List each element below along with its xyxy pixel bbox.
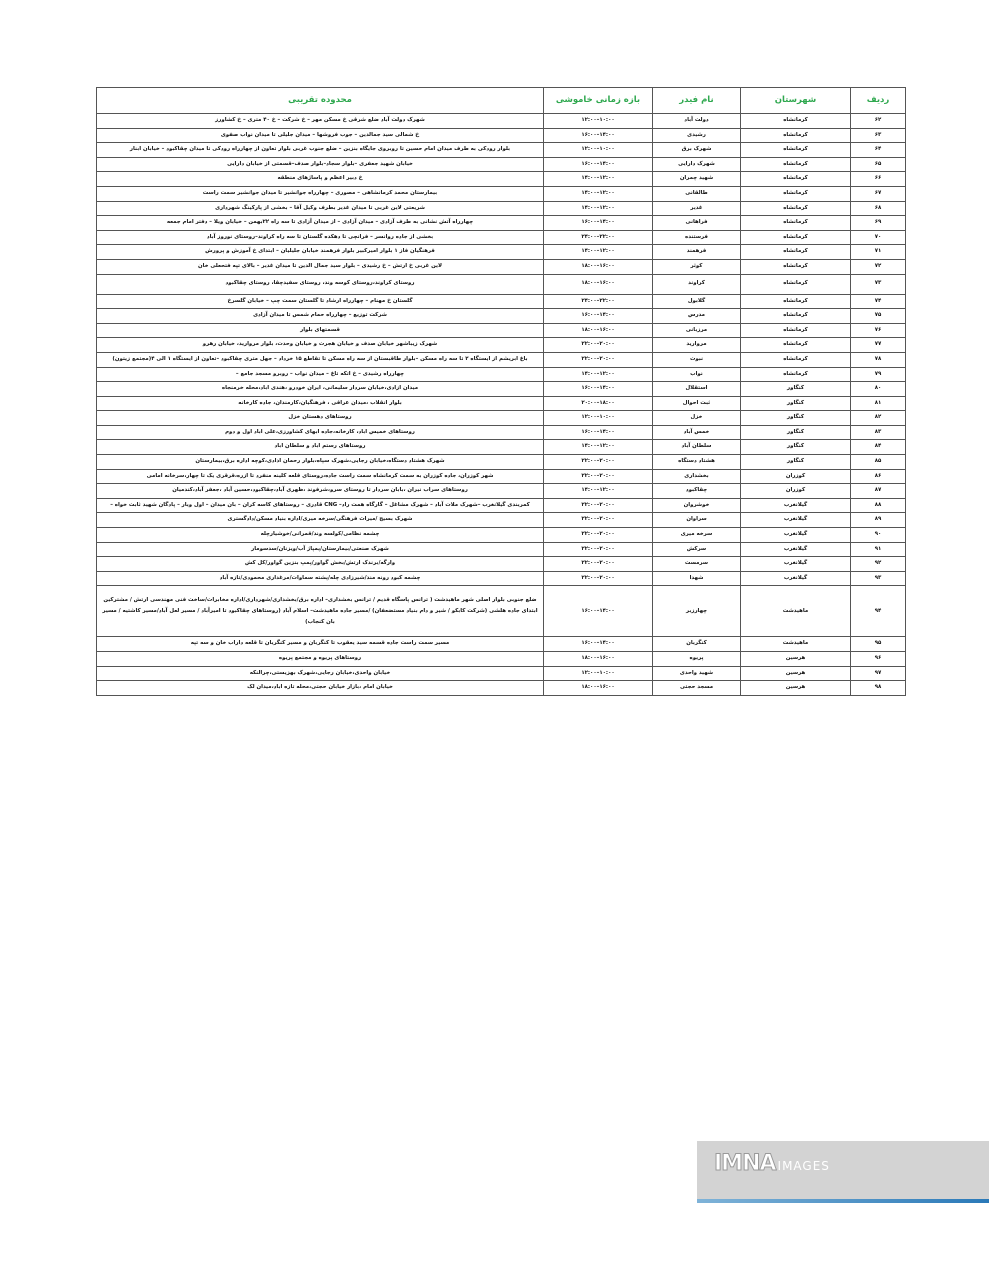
cell-area: روستاهای رستم اباد و سلطان اباد <box>97 440 544 455</box>
watermark-logo <box>714 1153 830 1175</box>
table-row <box>97 216 906 231</box>
cell-time: ۱۴:۰۰–۱۶:۰۰ <box>544 425 653 440</box>
table-row <box>97 396 906 411</box>
cell-area: لاین غربی خ ارتش – خ رشیدی – بلوار سید جمال الدین تا میدان غدیر – بالای تپه فتحعلی خان <box>97 259 544 274</box>
cell-time: ۱۰:۰۰–۱۲:۰۰ <box>544 143 653 158</box>
cell-row-number: ۸۳ <box>851 425 906 440</box>
cell-time: ۱۴:۰۰–۱۶:۰۰ <box>544 382 653 397</box>
cell-row-number: ۸۶ <box>851 469 906 484</box>
cell-time: ۱۴:۰۰–۱۶:۰۰ <box>544 128 653 143</box>
cell-area: بیمارستان محمد کرمانشاهی – مصوری – چهارراه جوانشیر تا میدان جوانشیر سمت راست <box>97 186 544 201</box>
cell-feeder: شهید چمران <box>653 172 741 187</box>
cell-time: ۱۴:۰۰–۱۶:۰۰ <box>544 586 653 637</box>
cell-row-number: ۸۹ <box>851 513 906 528</box>
cell-feeder: ثبت احوال <box>653 396 741 411</box>
cell-feeder: خزل <box>653 411 741 426</box>
cell-city: ماهیدشت <box>741 586 851 637</box>
imna-images-watermark <box>697 1141 989 1203</box>
cell-feeder: سرمست <box>653 557 741 572</box>
cell-row-number: ۶۲ <box>851 114 906 129</box>
cell-city: گیلانغرب <box>741 513 851 528</box>
table-row <box>97 498 906 513</box>
table-row <box>97 586 906 637</box>
cell-feeder: مرزبانی <box>653 323 741 338</box>
cell-feeder: مروارید <box>653 338 741 353</box>
cell-city: هرسین <box>741 681 851 696</box>
cell-city: گیلانغرب <box>741 542 851 557</box>
watermark-accent-bar <box>697 1199 989 1203</box>
cell-area: شرکت توزیع – چهارراه حمام شمس تا میدان آزادی <box>97 309 544 324</box>
cell-city: کرمانشاه <box>741 157 851 172</box>
table-row <box>97 259 906 274</box>
cell-row-number: ۹۲ <box>851 557 906 572</box>
cell-time: ۱۶:۰۰–۱۸:۰۰ <box>544 681 653 696</box>
cell-time: ۱۰:۰۰–۱۲:۰۰ <box>544 411 653 426</box>
cell-city: کرمانشاه <box>741 352 851 367</box>
cell-row-number: ۸۱ <box>851 396 906 411</box>
cell-area: فرهنگیان فاز ۱ بلوار امیرکبیر بلوار فرهمند خیابان جلیلیان – ابتدای خ آموزش و پرورش <box>97 245 544 260</box>
cell-feeder: مسجد حجتی <box>653 681 741 696</box>
cell-feeder: کنگربان <box>653 637 741 652</box>
cell-city: ماهیدشت <box>741 637 851 652</box>
cell-area: مسیر سمت راست جاده قسمه سید یعقوب تا کنگربان و مسیر کنگربان تا قلعه داراب خان و سه تپه <box>97 637 544 652</box>
cell-row-number: ۶۴ <box>851 143 906 158</box>
cell-feeder: پریوه <box>653 652 741 667</box>
cell-city: کرمانشاه <box>741 259 851 274</box>
cell-time: ۱۲:۰۰–۱۴:۰۰ <box>544 245 653 260</box>
cell-feeder: نبوت <box>653 352 741 367</box>
cell-feeder: طالقانی <box>653 186 741 201</box>
table-row <box>97 157 906 172</box>
table-row <box>97 114 906 129</box>
cell-city: کرمانشاه <box>741 309 851 324</box>
cell-feeder: شهدا <box>653 571 741 586</box>
table-row <box>97 666 906 681</box>
cell-feeder: مدرس <box>653 309 741 324</box>
cell-row-number: ۸۰ <box>851 382 906 397</box>
outage-schedule-table <box>96 87 906 696</box>
cell-feeder: سلطان آباد <box>653 440 741 455</box>
cell-time: ۲۰:۰۰–۲۲:۰۰ <box>544 498 653 513</box>
table-row <box>97 469 906 484</box>
cell-city: کنگاور <box>741 425 851 440</box>
cell-area: خیابان واحدی،خیابان رجایی،شهرک بهزیستی،چرالنکه <box>97 666 544 681</box>
cell-time: ۲۰:۰۰–۲۲:۰۰ <box>544 571 653 586</box>
cell-city: کوزران <box>741 484 851 499</box>
cell-row-number: ۷۷ <box>851 338 906 353</box>
table-row <box>97 294 906 309</box>
cell-time: ۲۰:۰۰–۲۲:۰۰ <box>544 455 653 470</box>
cell-area: وارگه/برندک ارتش/بخش گواور/پمپ بنزین گواور/کل کش <box>97 557 544 572</box>
cell-city: کنگاور <box>741 396 851 411</box>
cell-area: روستاهای خمیس اباد، کارخانه،جاده ابهای کشاورزی،علی اباد اول و دوم <box>97 425 544 440</box>
table-row <box>97 143 906 158</box>
cell-time: ۱۶:۰۰–۱۸:۰۰ <box>544 652 653 667</box>
cell-feeder: سراوان <box>653 513 741 528</box>
cell-area: بلوار انقلاب ،میدان عراقی ، فرهنگیان،کارمندان، جاده کارخانه <box>97 396 544 411</box>
table-row <box>97 637 906 652</box>
cell-city: کرمانشاه <box>741 172 851 187</box>
table-row <box>97 186 906 201</box>
cell-feeder: چهارزبر <box>653 586 741 637</box>
cell-time: ۱۲:۰۰–۱۴:۰۰ <box>544 172 653 187</box>
cell-city: گیلانغرب <box>741 557 851 572</box>
cell-feeder: هشتاد دستگاه <box>653 455 741 470</box>
cell-row-number: ۸۲ <box>851 411 906 426</box>
cell-row-number: ۶۹ <box>851 216 906 231</box>
cell-feeder: رشیدی <box>653 128 741 143</box>
cell-time: ۲۰:۰۰–۲۲:۰۰ <box>544 513 653 528</box>
cell-row-number: ۶۵ <box>851 157 906 172</box>
cell-city: کرمانشاه <box>741 230 851 245</box>
cell-city: کرمانشاه <box>741 128 851 143</box>
cell-time: ۲۰:۰۰–۲۲:۰۰ <box>544 557 653 572</box>
cell-row-number: ۸۷ <box>851 484 906 499</box>
table-row <box>97 513 906 528</box>
cell-time: ۱۴:۰۰–۱۶:۰۰ <box>544 157 653 172</box>
cell-area: باغ ابریشم از ایستگاه ۲ تا سه راه مسکن –بلوار طاقبستان از سه راه مسکن تا تقاطع ۱۵ خرداد – جهل متری چقاکبود –تعاون از ایستگاه ۱ الی ۴(مجتمع زیتون) <box>97 352 544 367</box>
cell-row-number: ۷۱ <box>851 245 906 260</box>
cell-time: ۱۰:۰۰–۱۲:۰۰ <box>544 114 653 129</box>
table-row <box>97 172 906 187</box>
cell-city: کرمانشاه <box>741 114 851 129</box>
cell-city: کنگاور <box>741 411 851 426</box>
cell-time: ۲۲:۰۰–۲۴:۰۰ <box>544 294 653 309</box>
cell-row-number: ۸۸ <box>851 498 906 513</box>
table-row <box>97 274 906 294</box>
cell-feeder: چقاکبود <box>653 484 741 499</box>
cell-feeder: خوشروان <box>653 498 741 513</box>
table-header-row <box>97 88 906 114</box>
cell-time: ۱۲:۰۰–۱۴:۰۰ <box>544 484 653 499</box>
cell-area: روستای کراوند،روستای کوسه وند، روستای سفیدچقا، روستای چقاکبود <box>97 274 544 294</box>
table-row <box>97 309 906 324</box>
cell-feeder: خمس آباد <box>653 425 741 440</box>
cell-feeder: شهرک دارایی <box>653 157 741 172</box>
cell-area: شهرک هشتاد دستگاه،خیابان رجایی،شهرک سپاه،بلوار رحمان اذادی،کوچه اداره برق،بیمارستان <box>97 455 544 470</box>
cell-time: ۲۰:۰۰–۲۲:۰۰ <box>544 528 653 543</box>
cell-area: روستاهای پریوه و مجتمع پریوه <box>97 652 544 667</box>
table-row <box>97 557 906 572</box>
cell-feeder: سرخه میری <box>653 528 741 543</box>
table-body <box>97 114 906 696</box>
cell-city: کوزران <box>741 469 851 484</box>
cell-area: بخشی از جاده روانسر – فرانچی تا دهکده گلستان تا سه راه کراوند–روستای نوروز آباد <box>97 230 544 245</box>
table-row <box>97 571 906 586</box>
cell-area: شریعتی لاین غربی تا میدان غدیر بطرف وکیل آقا – بخشی از پارکینگ شهرداری <box>97 201 544 216</box>
cell-feeder: فرهمند <box>653 245 741 260</box>
cell-area: ضلع جنوبی بلوار اصلی شهر ماهیدشت ( ترانس پاسگاه قدیم / ترانس بخشداری– اداره برق/بخشداری/شهرداری/اداره مخابرات/ساخت فنی مهندسی ارتش / مشترکین ابتدای جاده هلشی (شرکت کابکو / شیر و دام بنیاد مستضعفان) /مسیر جاده ماهیدشت– اسلام آباد (روستاهای چقاکبود تا امیرآباد / مسیر لعل آباد/مسیر کاشتیه / مسیر بان کنجاب) <box>97 586 544 637</box>
cell-row-number: ۷۹ <box>851 367 906 382</box>
table-row <box>97 352 906 367</box>
cell-time: ۱۲:۰۰–۱۴:۰۰ <box>544 367 653 382</box>
cell-city: کنگاور <box>741 382 851 397</box>
cell-city: کنگاور <box>741 455 851 470</box>
header-row-number: ردیف <box>851 88 906 114</box>
cell-feeder: غدیر <box>653 201 741 216</box>
cell-area: خیابان شهید جعفری –بلوار سجاد–بلوار صدف–قسمتی از خیابان دارایی <box>97 157 544 172</box>
cell-city: گیلانغرب <box>741 498 851 513</box>
cell-time: ۱۸:۰۰–۲۰:۰۰ <box>544 396 653 411</box>
cell-row-number: ۶۸ <box>851 201 906 216</box>
cell-area: روستاهای سراب نیران ،بابان سردار تا روستای سرو،شرفوند ،ظهری آباد،چقاکبود،حسین آباد ،جعفر آباد،کندمیان <box>97 484 544 499</box>
cell-area: قسمتهای بلوار <box>97 323 544 338</box>
cell-time: ۲۰:۰۰–۲۲:۰۰ <box>544 352 653 367</box>
table-row <box>97 128 906 143</box>
cell-area: شهرک بسیج /میراث فرهنگی/سرخه میری/اداره بنیاد مسکن/دادگستری <box>97 513 544 528</box>
cell-area: میدان ازادی،خیابان سردار سلیمانی، ایران خودرو ،هندی اباد،محله خرمنجاه <box>97 382 544 397</box>
cell-row-number: ۹۱ <box>851 542 906 557</box>
table-row <box>97 323 906 338</box>
cell-time: ۱۴:۰۰–۱۶:۰۰ <box>544 637 653 652</box>
table-row <box>97 440 906 455</box>
cell-feeder: شهید واحدی <box>653 666 741 681</box>
cell-area: شهرک زیباشهر خیابان صدف و خیابان هجرت و خیابان وحدت، بلوار مروارید، خیابان رهرو <box>97 338 544 353</box>
cell-row-number: ۹۵ <box>851 637 906 652</box>
cell-row-number: ۹۴ <box>851 586 906 637</box>
table-row <box>97 542 906 557</box>
cell-city: کنگاور <box>741 440 851 455</box>
cell-city: کرمانشاه <box>741 216 851 231</box>
cell-area: چهارراه رشیدی – خ اتکه تاغ – میدان نواب – روبرو مسجد جامع – <box>97 367 544 382</box>
cell-row-number: ۶۷ <box>851 186 906 201</box>
cell-city: کرمانشاه <box>741 274 851 294</box>
table-row <box>97 411 906 426</box>
cell-time: ۱۶:۰۰–۱۸:۰۰ <box>544 323 653 338</box>
cell-feeder: کراوند <box>653 274 741 294</box>
header-time: بازه زمانی خاموشی <box>544 88 653 114</box>
cell-row-number: ۶۶ <box>851 172 906 187</box>
cell-row-number: ۷۳ <box>851 274 906 294</box>
cell-row-number: ۸۴ <box>851 440 906 455</box>
cell-feeder: شهرک برق <box>653 143 741 158</box>
cell-city: گیلانغرب <box>741 528 851 543</box>
header-area: محدوده تقریبی <box>97 88 544 114</box>
table-row <box>97 382 906 397</box>
cell-feeder: بخشداری <box>653 469 741 484</box>
cell-row-number: ۹۸ <box>851 681 906 696</box>
cell-time: ۱۴:۰۰–۱۶:۰۰ <box>544 309 653 324</box>
cell-city: کرمانشاه <box>741 186 851 201</box>
cell-time: ۱۰:۰۰–۱۲:۰۰ <box>544 666 653 681</box>
cell-time: ۲۰:۰۰–۲۲:۰۰ <box>544 469 653 484</box>
cell-row-number: ۷۲ <box>851 259 906 274</box>
cell-time: ۲۰:۰۰–۲۲:۰۰ <box>544 542 653 557</box>
table-row <box>97 201 906 216</box>
cell-feeder: نواب <box>653 367 741 382</box>
cell-row-number: ۷۵ <box>851 309 906 324</box>
cell-area: بلوار رودکی به طرف میدان امام حسین تا روبروی جایگاه بنزین – ضلع جنوب غربی بلوار تعاون از چهارراه رودکی تا میدان چقاکبود – خیابان ابنار <box>97 143 544 158</box>
cell-area: چشمه نظامی/کولسه وند/قمرانی/خوشیارچله <box>97 528 544 543</box>
cell-area: روستاهای دهستان خزل <box>97 411 544 426</box>
cell-feeder: فرستنده <box>653 230 741 245</box>
table-row <box>97 230 906 245</box>
table-row <box>97 425 906 440</box>
cell-time: ۱۲:۰۰–۱۴:۰۰ <box>544 201 653 216</box>
cell-city: کرمانشاه <box>741 143 851 158</box>
cell-time: ۱۲:۰۰–۱۴:۰۰ <box>544 186 653 201</box>
table-row <box>97 455 906 470</box>
cell-city: کرمانشاه <box>741 245 851 260</box>
cell-feeder: دولت آباد <box>653 114 741 129</box>
cell-feeder: گلابول <box>653 294 741 309</box>
cell-city: گیلانغرب <box>741 571 851 586</box>
cell-row-number: ۷۶ <box>851 323 906 338</box>
cell-row-number: ۷۰ <box>851 230 906 245</box>
cell-area: خ شمالی سید جمالدین – جوب فروشها – میدان جلیلی تا میدان نواب صفوی <box>97 128 544 143</box>
cell-area: شهر کوزران، جاده کوزران به سمت کرمانشاه سمت راست جاده،روستای قلعه کلینه منفرد تا ازره،قرقری یک تا چهار،سرخانه امامی <box>97 469 544 484</box>
cell-city: کرمانشاه <box>741 294 851 309</box>
cell-area: شهرک صنعتی/بیمارستان/پمپاژ آب/ویزنان/سدسومار <box>97 542 544 557</box>
cell-feeder: کوثر <box>653 259 741 274</box>
cell-city: کرمانشاه <box>741 338 851 353</box>
cell-time: ۱۲:۰۰–۱۴:۰۰ <box>544 440 653 455</box>
cell-time: ۲۰:۰۰–۲۲:۰۰ <box>544 338 653 353</box>
watermark-brand: IMNA <box>714 1151 776 1176</box>
cell-area: چهارراه آتش نشانی به طرف آزادی – میدان آزادی – از میدان آزادی تا سه راه ۲۲بهمن – خیابان ویلا – دفتر امام جمعه <box>97 216 544 231</box>
cell-time: ۱۴:۰۰–۱۶:۰۰ <box>544 216 653 231</box>
header-city: شهرستان <box>741 88 851 114</box>
table-row <box>97 245 906 260</box>
cell-row-number: ۹۷ <box>851 666 906 681</box>
cell-row-number: ۹۶ <box>851 652 906 667</box>
cell-row-number: ۷۸ <box>851 352 906 367</box>
header-feeder: نام فیدر <box>653 88 741 114</box>
cell-time: ۱۶:۰۰–۱۸:۰۰ <box>544 274 653 294</box>
table-row <box>97 681 906 696</box>
cell-feeder: سرکش <box>653 542 741 557</box>
cell-row-number: ۶۳ <box>851 128 906 143</box>
cell-area: خ دبیر اعظم و پاساژهای منطقه <box>97 172 544 187</box>
cell-city: کرمانشاه <box>741 323 851 338</box>
table-row <box>97 484 906 499</box>
table-row <box>97 652 906 667</box>
cell-area: شهرک دولت آباد ضلع شرقی خ مسکن مهر – خ شرکت – خ ۴۰ متری – خ کشاورز <box>97 114 544 129</box>
cell-row-number: ۹۳ <box>851 571 906 586</box>
watermark-images-label: IMAGES <box>777 1159 830 1173</box>
cell-time: ۱۶:۰۰–۱۸:۰۰ <box>544 259 653 274</box>
cell-feeder: فراهانی <box>653 216 741 231</box>
cell-city: هرسین <box>741 666 851 681</box>
cell-feeder: استقلال <box>653 382 741 397</box>
cell-city: کرمانشاه <box>741 201 851 216</box>
cell-area: خیابان امام ،بازار خیابان حجتی،محله تازه اباد،میدان لک <box>97 681 544 696</box>
table-row <box>97 528 906 543</box>
cell-area: چشمه کبود رونه منذ/شیرزادی چله/پشته سماوات/مرغداری محمودی/تازه آباد <box>97 571 544 586</box>
cell-area: کمربندی گیلانغرب –شهرک ملات آباد – شهرک مشاغل – گارگاه همت راد– CNG قادری – روستاهای کاسه کران – بان میدان – اول وبار – پادگان شهید ثابت خواه – <box>97 498 544 513</box>
cell-row-number: ۹۰ <box>851 528 906 543</box>
cell-row-number: ۸۵ <box>851 455 906 470</box>
cell-time: ۲۲:۰۰–۲۴:۰۰ <box>544 230 653 245</box>
cell-area: گلستان خ مهنام – چهارراه ارشاد تا گلستان سمت چپ – خیابان گلسرخ <box>97 294 544 309</box>
cell-row-number: ۷۴ <box>851 294 906 309</box>
cell-city: هرسین <box>741 652 851 667</box>
cell-city: کرمانشاه <box>741 367 851 382</box>
table-row <box>97 367 906 382</box>
table-row <box>97 338 906 353</box>
